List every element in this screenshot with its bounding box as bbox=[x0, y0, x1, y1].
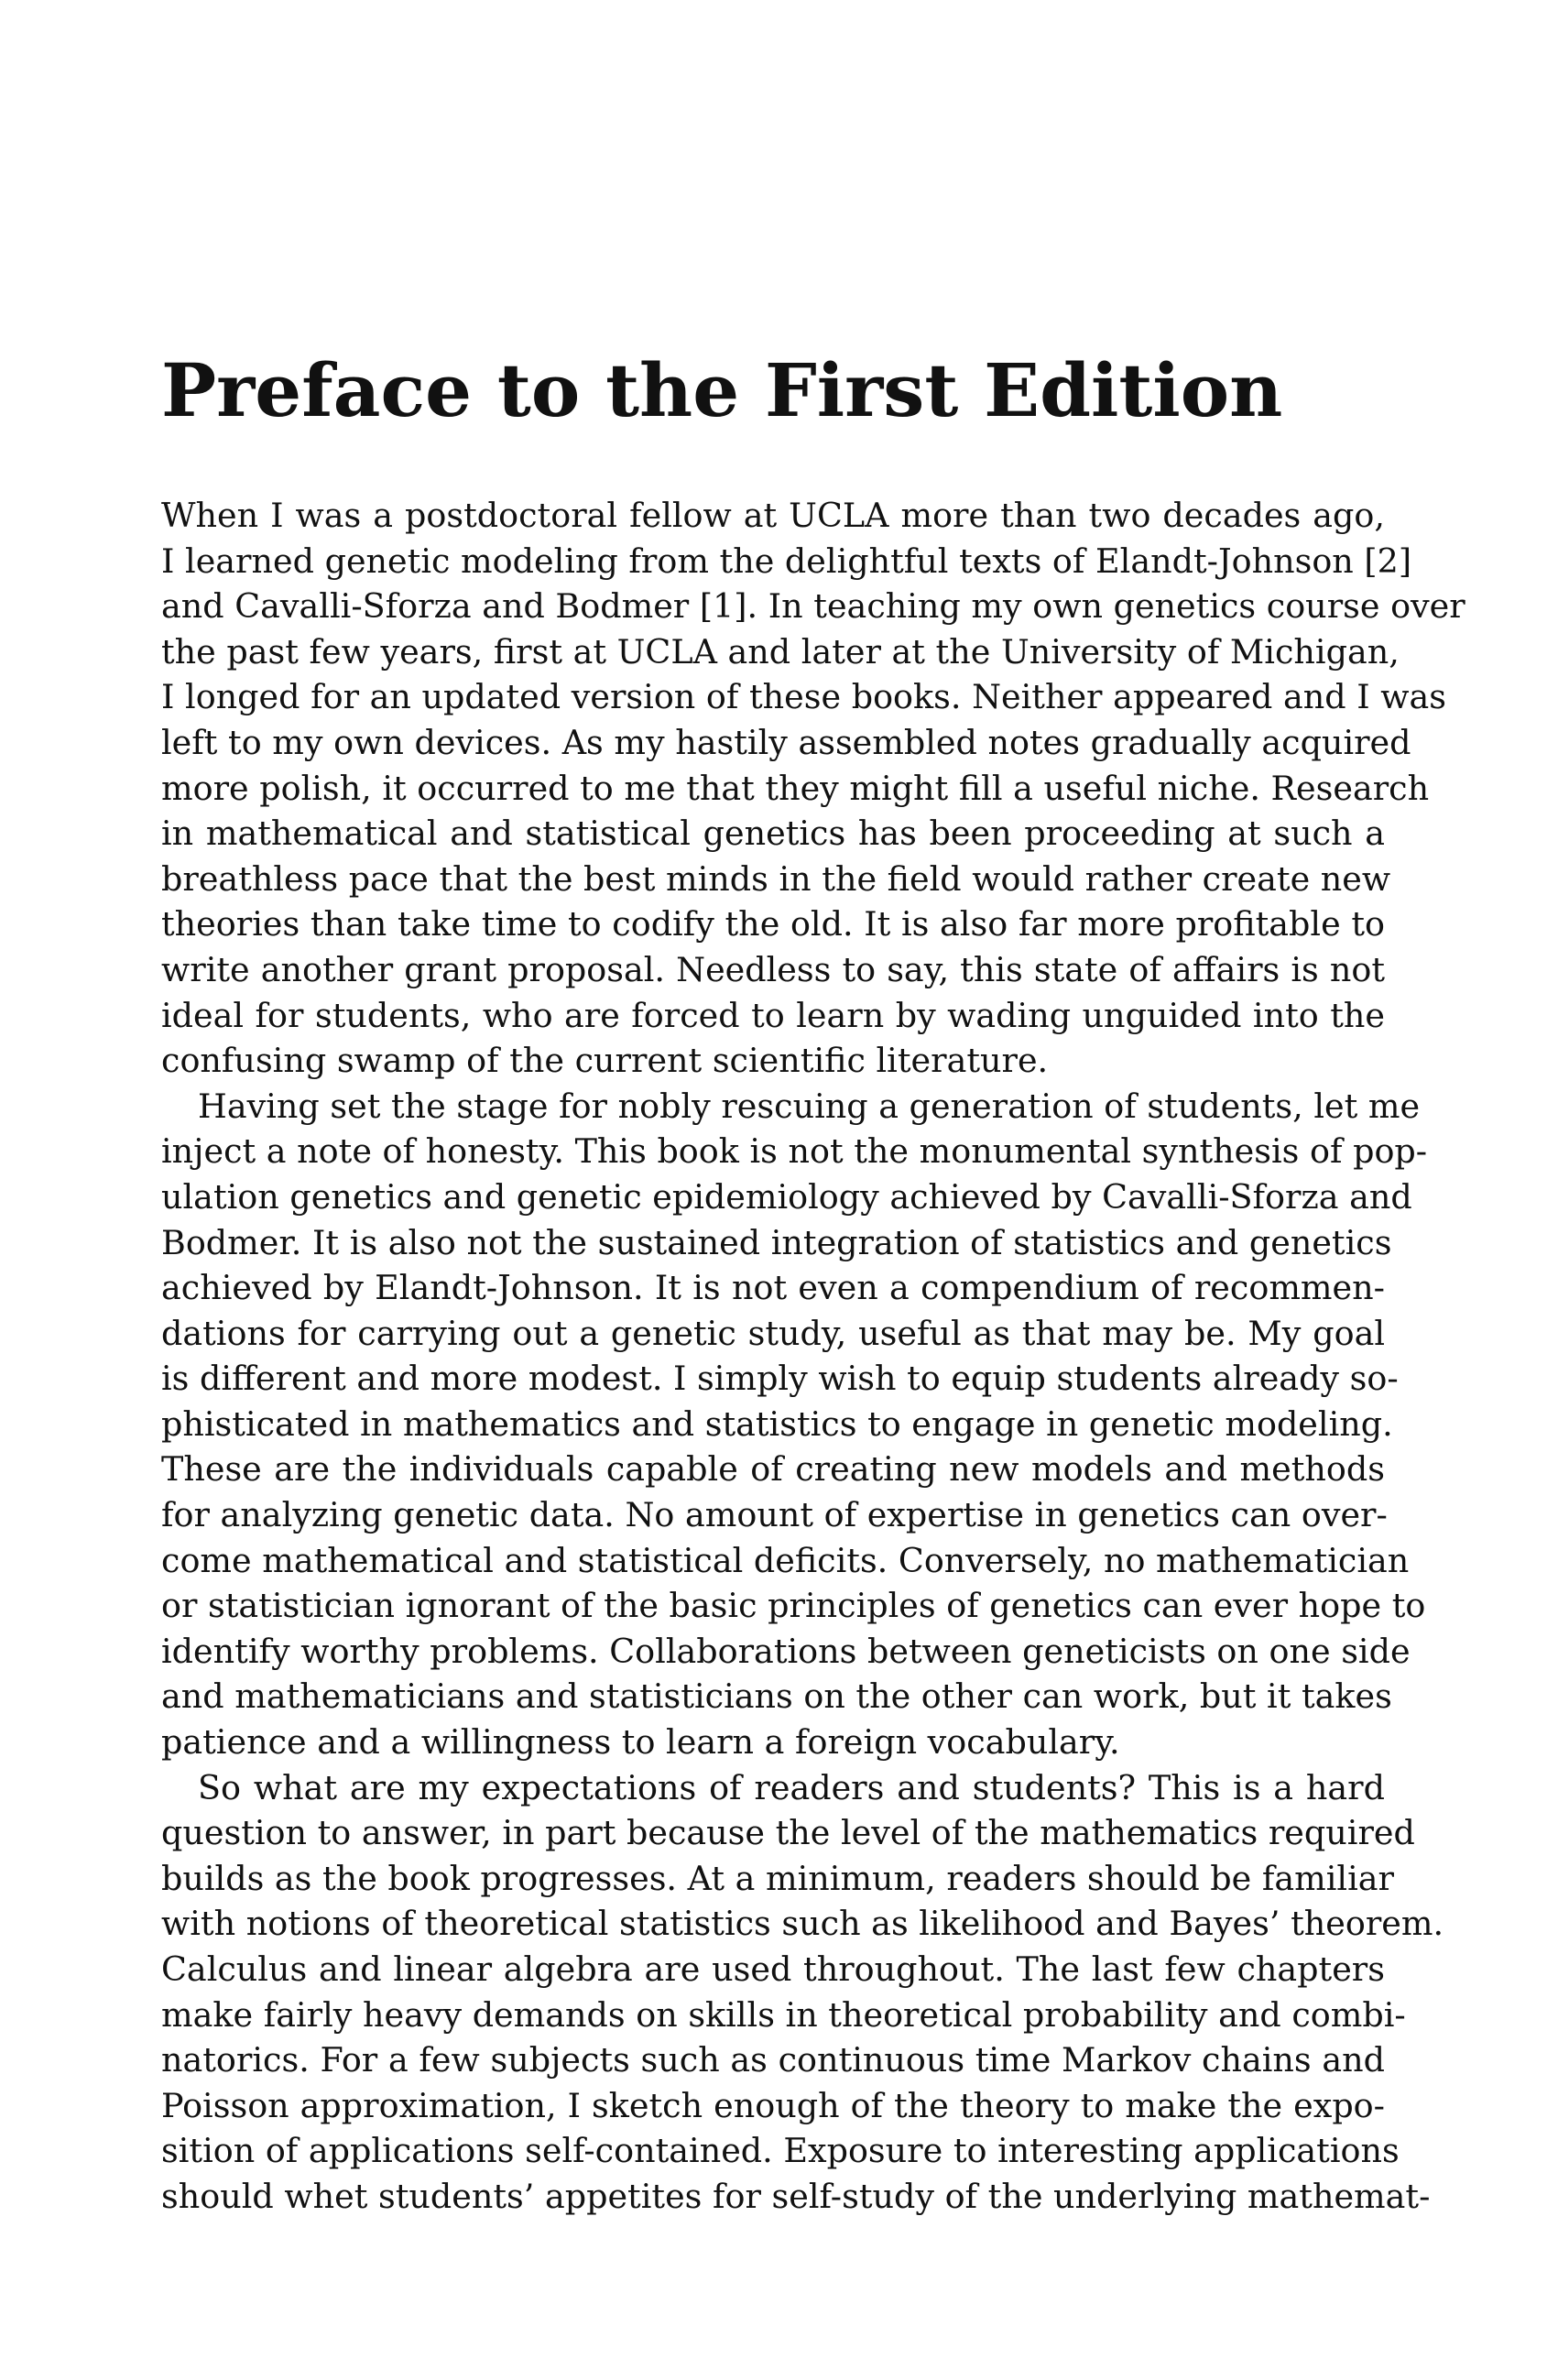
text-line: in mathematical and statistical genetics has been proceeding at such a bbox=[161, 813, 1385, 854]
text-line: Having set the stage for nobly rescuing a generation of students, let me bbox=[198, 1086, 1421, 1126]
paragraph-1 bbox=[161, 493, 1465, 1084]
text-line: phisticated in mathematics and statistics to engage in genetic modeling. bbox=[161, 1403, 1393, 1444]
text-line: the past few years, first at UCLA and later at the University of Michigan, bbox=[161, 631, 1400, 671]
text-line: breathless pace that the best minds in the field would rather create new bbox=[161, 858, 1391, 899]
text-line: When I was a postdoctoral fellow at UCLA more than two decades ago, bbox=[161, 496, 1385, 535]
text-line: Bodmer. It is also not the sustained integration of statistics and genetics bbox=[161, 1222, 1392, 1262]
text-line: inject a note of honesty. This book is not the monumental synthesis of pop- bbox=[161, 1131, 1428, 1172]
text-line: for analyzing genetic data. No amount of expertise in genetics can over- bbox=[161, 1495, 1388, 1535]
text-line: is different and more modest. I simply wish to equip students already so- bbox=[161, 1359, 1399, 1399]
text-line: make fairly heavy demands on skills in theoretical probability and combi- bbox=[161, 1994, 1406, 2035]
text-line: ulation genetics and genetic epidemiology achieved by Cavalli-Sforza and bbox=[161, 1176, 1412, 1217]
text-line: should whet students’ appetites for self-study of the underlying mathemat- bbox=[161, 2176, 1431, 2216]
text-line: So what are my expectations of readers and students? This is a hard bbox=[198, 1767, 1385, 1807]
paragraph-2 bbox=[161, 1084, 1428, 1765]
preface-body bbox=[161, 493, 1465, 2220]
text-line: builds as the book progresses. At a minimum, readers should be familiar bbox=[161, 1858, 1394, 1898]
text-line: question to answer, in part because the level of the mathematics required bbox=[161, 1813, 1415, 1853]
text-line: with notions of theoretical statistics such as likelihood and Bayes’ theorem. bbox=[161, 1904, 1444, 1944]
text-line: left to my own devices. As my hastily assembled notes gradually acquired bbox=[161, 722, 1411, 762]
text-line: I learned genetic modeling from the delightful texts of Elandt-Johnson [2] bbox=[161, 540, 1412, 581]
text-line: These are the individuals capable of creating new models and methods bbox=[161, 1449, 1385, 1490]
text-line: identify worthy problems. Collaborations between geneticists on one side bbox=[161, 1631, 1411, 1671]
text-line: ideal for students, who are forced to learn by wading unguided into the bbox=[161, 995, 1385, 1035]
text-line: achieved by Elandt-Johnson. It is not even a compendium of recommen- bbox=[161, 1268, 1385, 1308]
text-line: patience and a willingness to learn a foreign vocabulary. bbox=[161, 1722, 1120, 1763]
text-line: and mathematicians and statisticians on the other can work, but it takes bbox=[161, 1676, 1392, 1717]
text-line: more polish, it occurred to me that they might fill a useful niche. Research bbox=[161, 768, 1430, 808]
text-line: write another grant proposal. Needless to say, this state of affairs is not bbox=[161, 949, 1385, 989]
text-line: sition of applications self-contained. Exposure to interesting applications bbox=[161, 2131, 1400, 2171]
text-line: natorics. For a few subjects such as continuous time Markov chains and bbox=[161, 2040, 1385, 2080]
text-line: Poisson approximation, I sketch enough of the theory to make the expo- bbox=[161, 2085, 1385, 2125]
text-line: Calculus and linear algebra are used throughout. The last few chapters bbox=[161, 1949, 1385, 1989]
text-line: come mathematical and statistical deficits. Conversely, no mathematician bbox=[161, 1540, 1410, 1580]
text-line: and Cavalli-Sforza and Bodmer [1]. In teaching my own genetics course over bbox=[161, 586, 1465, 627]
text-line: dations for carrying out a genetic study, useful as that may be. My goal bbox=[161, 1313, 1385, 1353]
paragraph-3 bbox=[161, 1765, 1444, 2220]
text-line: confusing swamp of the current scientific literature. bbox=[161, 1041, 1049, 1081]
text-line: I longed for an updated version of these books. Neither appeared and I was bbox=[161, 677, 1446, 717]
page-title: Preface to the First Edition bbox=[161, 347, 1283, 433]
text-line: theories than take time to codify the old. It is also far more profitable to bbox=[161, 904, 1385, 944]
text-line: or statistician ignorant of the basic principles of genetics can ever hope to bbox=[161, 1586, 1426, 1626]
